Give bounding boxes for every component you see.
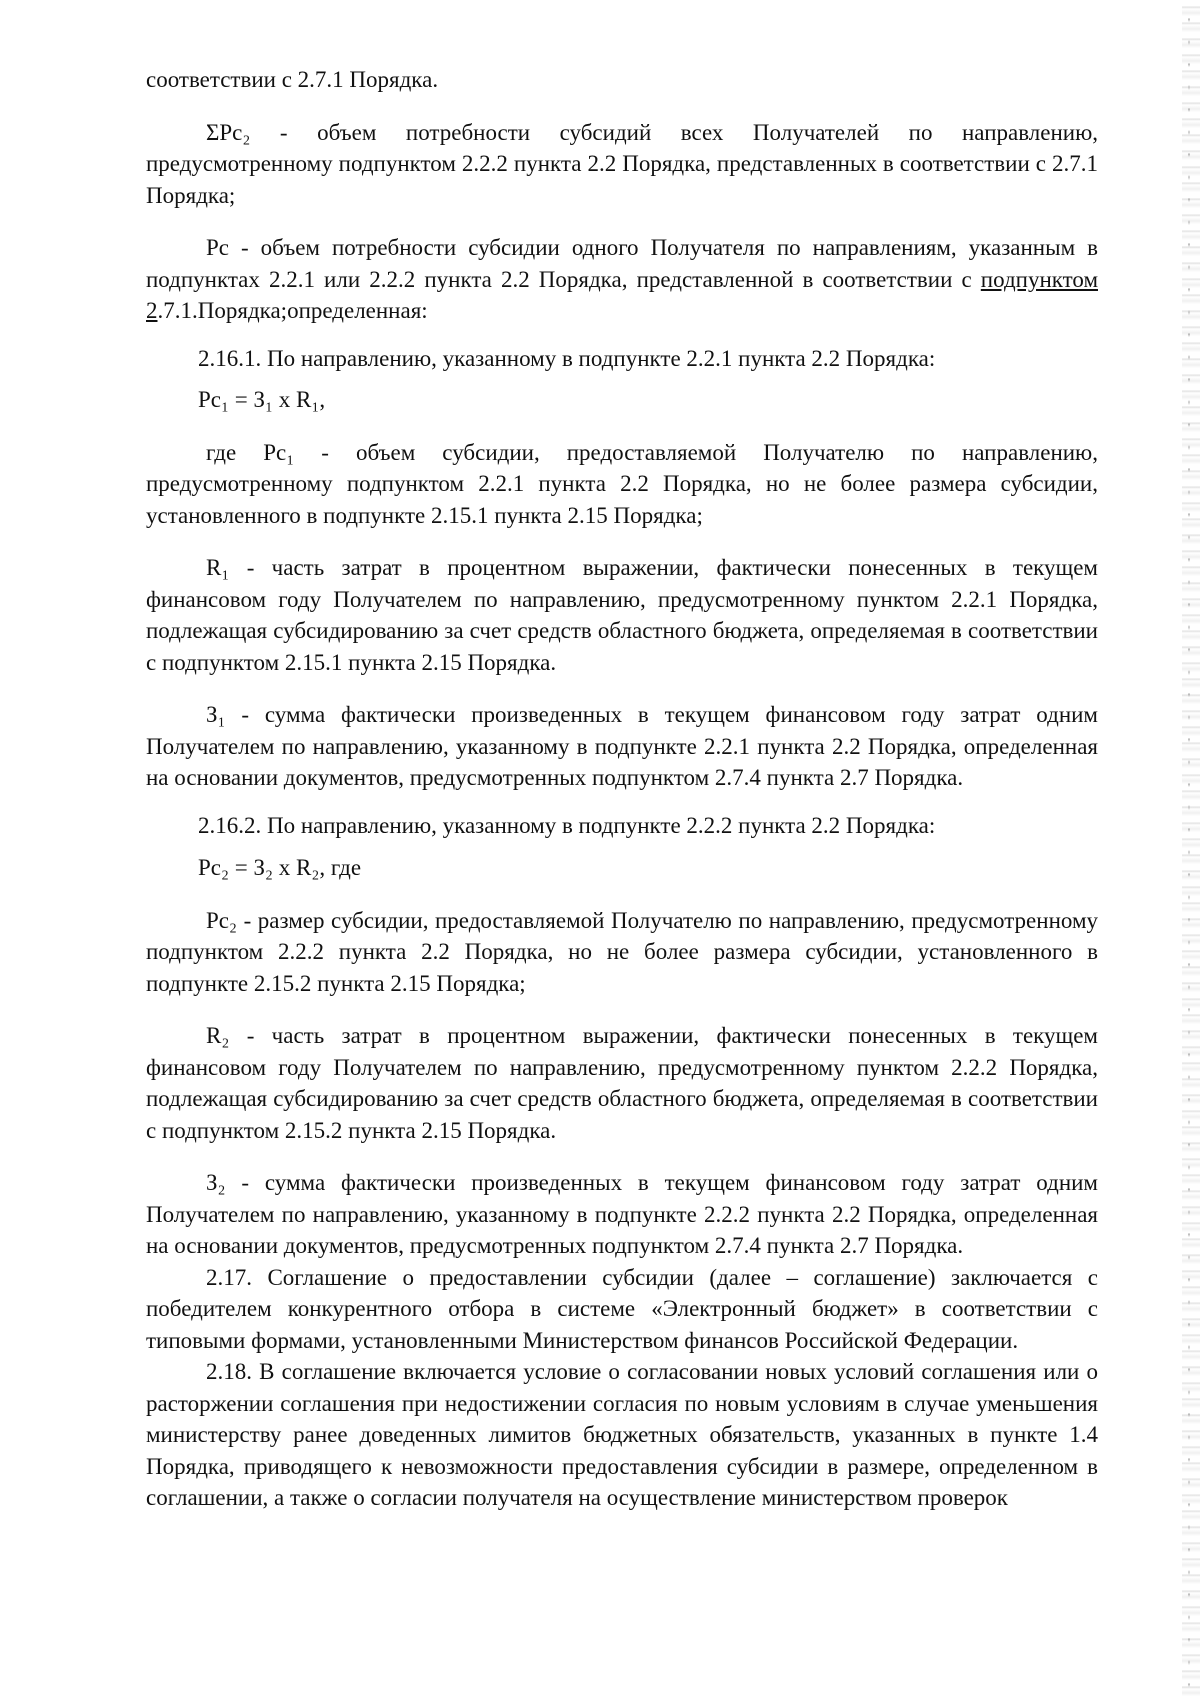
paragraph-z1-definition: З₁ - сумма фактически произведенных в текущем финансовом году затрат одним Получателем по направлению, указанному в подпункте 2.2.1 пункта 2.2 Порядка, определенная на основании документов, предусмотренных подпунктом 2.7.4 пункта 2.7 Порядка.: [146, 702, 1098, 790]
paragraph-pc-definition: [146, 232, 1098, 327]
paragraph-pc2-definition: Pc₂ - размер субсидии, предоставляемой Получателю по направлению, предусмотренному подпунктом 2.2.2 пункта 2.2 Порядка, но не более размера субсидии, установленного в подпункте 2.15.2 пункта 2.15 Порядка;: [146, 907, 1098, 996]
paragraph-2-18: 2.18. В соглашение включается условие о согласовании новых условий соглашения или о расторжении соглашения при недостижении согласия по новым условиям в случае уменьшения министерству ранее доведенных лимитов бюджетных обязательств, указанных в пункте 1.4 Порядка, приводящего к невозможности предоставления субсидии в размере, определенном в соглашении, а также о согласии получателя на осуществление министерством проверок: [146, 1359, 1098, 1510]
formula-pc2: Pc₂ = З₂ x R₂, где: [198, 855, 362, 880]
scan-edge-artifact: [1182, 0, 1200, 1699]
paragraph-r1-definition: R₁ - часть затрат в процентном выражении, фактически понесенных в текущем финансовом году Получателем по направлению, предусмотренному пунктом 2.2.1 Порядка, подлежащая субсидированию за счет средств областного бюджета, определяемая в соответствии с подпунктом 2.15.1 пункта 2.15 Порядка.: [146, 555, 1098, 675]
paragraph-continuation: соответствии с 2.7.1 Порядка.: [146, 67, 439, 92]
pc-definition-text: Pc - объем потребности субсидии одного Получателя по направлениям, указанным в подпунктах 2.2.1 или 2.2.2 пункта 2.2 Порядка, представленной в соответствии с: [146, 235, 1098, 292]
paragraph-sum-pc2: ΣPc₂ - объем потребности субсидий всех Получателей по направлению, предусмотренному подпунктом 2.2.2 пункта 2.2 Порядка, представленных в соответствии с 2.7.1 Порядка;: [146, 119, 1098, 208]
pc-definition-tail: .7.1.Порядка;определенная:: [157, 298, 428, 323]
paragraph-pc1-definition: где Pc₁ - объем субсидии, предоставляемой Получателю по направлению, предусмотренному подпунктом 2.2.1 пункта 2.2 Порядка, но не более размера субсидии, установленного в подпункте 2.15.1 пункта 2.15 Порядка;: [146, 439, 1098, 528]
subpoint-link[interactable]: подпунктом 2: [146, 266, 1098, 323]
paragraph-z2-definition: З₂ - сумма фактически произведенных в текущем финансовом году затрат одним Получателем по направлению, указанному в подпункте 2.2.2 пункта 2.2 Порядка, определенная на основании документов, предусмотренных подпунктом 2.7.4 пункта 2.7 Порядка.: [146, 1170, 1098, 1258]
formula-pc1: Pc₁ = З₁ x R₁,: [198, 387, 326, 412]
paragraph-r2-definition: R₂ - часть затрат в процентном выражении, фактически понесенных в текущем финансовом году Получателем по направлению, предусмотренному пунктом 2.2.2 Порядка, подлежащая субсидированию за счет средств областного бюджета, определяемая в соответствии с подпунктом 2.15.2 пункта 2.15 Порядка.: [146, 1023, 1098, 1143]
document-text: [146, 64, 1098, 1514]
paragraph-2-16-1-heading: 2.16.1. По направлению, указанному в подпункте 2.2.1 пункта 2.2 Порядка:: [198, 345, 936, 371]
paragraph-2-16-2-heading: 2.16.2. По направлению, указанному в подпункте 2.2.2 пункта 2.2 Порядка:: [198, 812, 936, 838]
paragraph-2-17: 2.17. Соглашение о предоставлении субсидии (далее – соглашение) заключается с победителем конкурентного отбора в системе «Электронный бюджет» в соответствии с типовыми формами, установленными Министерством финансов Российской Федерации.: [146, 1264, 1098, 1353]
